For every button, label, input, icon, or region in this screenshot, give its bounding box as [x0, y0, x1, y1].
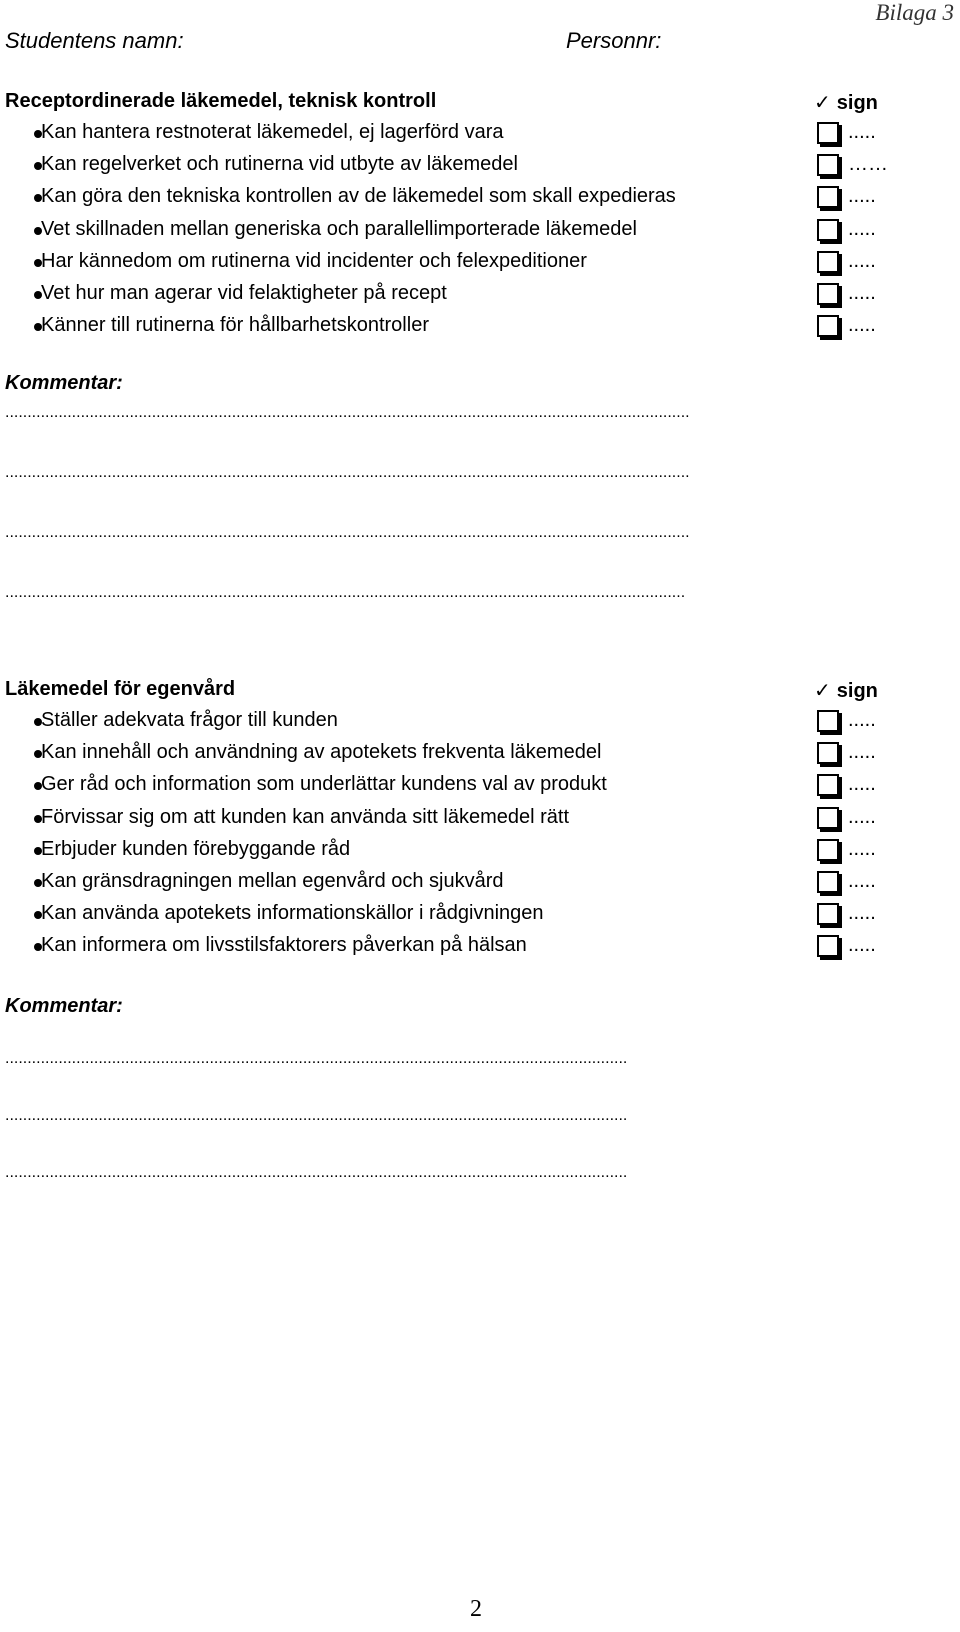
checkbox[interactable]: [817, 903, 839, 925]
signature-dots[interactable]: .....: [848, 249, 876, 272]
checklist-item: [0, 899, 960, 931]
signature-dots[interactable]: .....: [848, 805, 876, 828]
checklist-item: [0, 770, 960, 802]
checkbox[interactable]: [817, 742, 839, 764]
checklist-item-label: Kan använda apotekets informationskällor i rådgivningen: [41, 902, 544, 925]
checkbox[interactable]: [817, 774, 839, 796]
checklist-item-label: Kan hantera restnoterat läkemedel, ej lagerförd vara: [41, 121, 504, 143]
checklist-item-label: Kan innehåll och användning av apotekets frekventa läkemedel: [41, 741, 602, 764]
signature-dots[interactable]: .....: [848, 709, 876, 731]
checkbox[interactable]: [817, 122, 839, 144]
checklist-item-label: Vet skillnaden mellan generiska och parallellimporterade läkemedel: [41, 217, 637, 240]
section2-comment-line[interactable]: ............................................................................................................................................: [5, 1050, 628, 1067]
checkbox[interactable]: [817, 315, 839, 337]
sign-label: sign: [836, 680, 878, 702]
checklist-item-label: Har kännedom om rutinerna vid incidenter och felexpeditioner: [41, 249, 587, 272]
checkbox[interactable]: [817, 807, 839, 829]
checklist-item-label: Kan göra den tekniska kontrollen av de läkemedel som skall expedieras: [41, 185, 676, 208]
checklist-item: [0, 247, 960, 279]
signature-dots[interactable]: .....: [848, 185, 876, 208]
checklist-item-label: Känner till rutinerna för hållbarhetskontroller: [41, 314, 429, 337]
attachment-label: Bilaga 3: [875, 0, 954, 25]
section2-comment-line[interactable]: ............................................................................................................................................: [5, 1164, 628, 1181]
checkbox[interactable]: [817, 710, 839, 732]
checklist-item: [0, 835, 960, 867]
personnr-label: Personnr:: [566, 28, 662, 53]
checkmark-icon: ✓: [814, 92, 831, 114]
signature-dots[interactable]: .....: [848, 773, 876, 796]
checklist-item: [0, 738, 960, 770]
checkbox[interactable]: [817, 219, 839, 241]
checklist-item: [0, 150, 960, 182]
signature-dots[interactable]: .....: [848, 314, 876, 337]
checkbox[interactable]: [817, 871, 839, 893]
signature-dots[interactable]: .....: [848, 282, 876, 304]
checklist-item-label: Kan informera om livsstilsfaktorers påverkan på hälsan: [41, 934, 527, 957]
checkbox[interactable]: [817, 154, 839, 176]
checklist-item: [0, 311, 960, 343]
signature-dots[interactable]: .....: [848, 837, 876, 860]
checkbox[interactable]: [817, 935, 839, 957]
section1-sign-header: [814, 90, 878, 115]
section2-comment-line[interactable]: ............................................................................................................................................: [5, 1107, 628, 1124]
signature-dots[interactable]: .....: [848, 121, 876, 143]
checklist-item: [0, 867, 960, 899]
section1-comment-line[interactable]: ..........................................................................................................................................................: [5, 464, 690, 481]
checklist-item-label: Ställer adekvata frågor till kunden: [41, 709, 338, 731]
checklist-item: [0, 279, 960, 311]
student-name-label: Studentens namn:: [5, 28, 184, 53]
signature-dots[interactable]: ……: [848, 153, 888, 176]
section1-comment-line[interactable]: ..........................................................................................................................................................: [5, 524, 690, 541]
checklist-item: [0, 706, 960, 738]
checklist-item-label: Ger råd och information som underlättar kundens val av produkt: [41, 773, 607, 796]
checkbox[interactable]: [817, 251, 839, 273]
checklist-item-label: Förvissar sig om att kunden kan använda sitt läkemedel rätt: [41, 805, 570, 828]
signature-dots[interactable]: .....: [848, 870, 876, 892]
page-number: 2: [470, 1596, 482, 1622]
checklist-item-label: Vet hur man agerar vid felaktigheter på recept: [41, 282, 447, 304]
checklist-item-label: Kan regelverket och rutinerna vid utbyte av läkemedel: [41, 153, 518, 176]
section2-sign-header: [814, 678, 878, 703]
checkbox[interactable]: [817, 186, 839, 208]
checklist-item-label: Kan gränsdragningen mellan egenvård och sjukvård: [41, 870, 504, 892]
section1-comment-line[interactable]: .........................................................................................................................................................: [5, 584, 686, 601]
section2-title: Läkemedel för egenvård: [5, 678, 236, 700]
checklist-item-label: Erbjuder kunden förebyggande råd: [41, 837, 351, 860]
checklist-item: [0, 803, 960, 835]
checklist-item: [0, 215, 960, 247]
checklist-item: [0, 118, 960, 150]
checkbox[interactable]: [817, 839, 839, 861]
section2-comment-label: Kommentar:: [5, 995, 123, 1017]
signature-dots[interactable]: .....: [848, 902, 876, 925]
checklist-item: [0, 182, 960, 214]
checklist-item: [0, 931, 960, 963]
section1-title: Receptordinerade läkemedel, teknisk kontroll: [5, 90, 437, 112]
checkmark-icon: ✓: [814, 680, 831, 702]
section1-comment-label: Kommentar:: [5, 372, 123, 394]
checkbox[interactable]: [817, 283, 839, 305]
signature-dots[interactable]: .....: [848, 741, 876, 764]
signature-dots[interactable]: .....: [848, 934, 876, 957]
signature-dots[interactable]: .....: [848, 217, 876, 240]
section1-comment-line[interactable]: ..........................................................................................................................................................: [5, 404, 690, 421]
sign-label: sign: [836, 92, 878, 114]
